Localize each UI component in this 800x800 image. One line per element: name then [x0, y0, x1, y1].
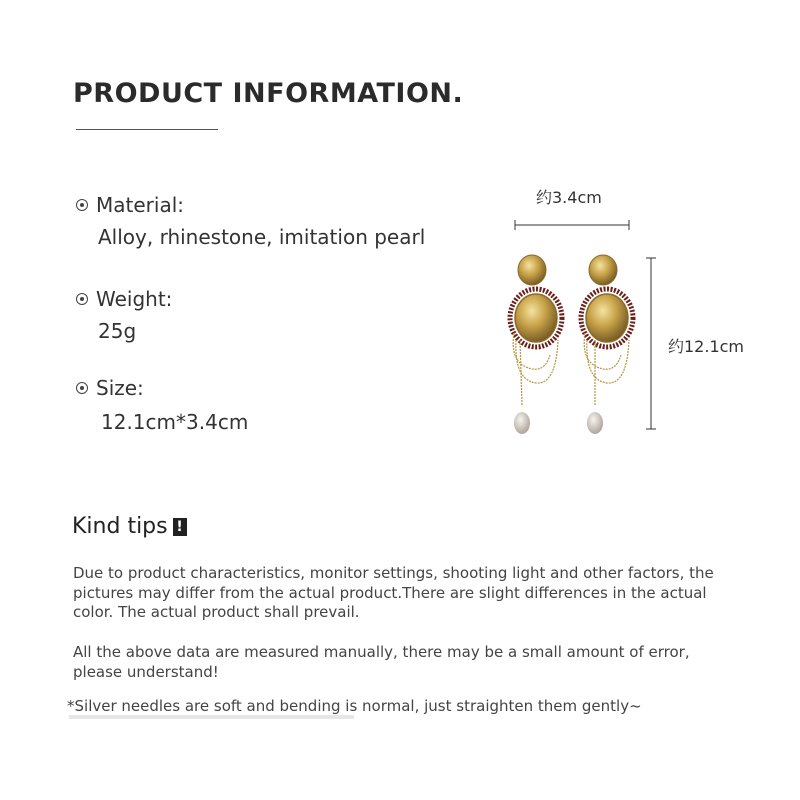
spec-size-value: 12.1cm*3.4cm: [101, 410, 249, 434]
note-highlight: [69, 715, 354, 719]
width-dimension-label: 约3.4cm: [536, 188, 602, 207]
spec-weight-value: 25g: [98, 319, 137, 343]
tips-paragraph-2: All the above data are measured manually, there may be a small amount of error, please understand!: [73, 643, 690, 681]
page-title: PRODUCT INFORMATION.: [73, 78, 464, 109]
bullet-icon: [76, 199, 88, 211]
kind-tips-label: Kind tips: [72, 514, 168, 539]
spec-material-label: Material:: [96, 193, 184, 217]
right-earring: [581, 255, 633, 434]
spec-weight-label: Weight:: [96, 287, 173, 311]
kind-tips-heading: [72, 514, 187, 539]
bullet-icon: [76, 293, 88, 305]
height-dimension-label: 约12.1cm: [668, 337, 745, 356]
left-earring: [510, 255, 562, 434]
exclamation-icon: !: [173, 518, 187, 536]
tips-paragraph-1: Due to product characteristics, monitor settings, shooting light and other factors, the pictures may differ from the actual product.There are slight differences in the actual color. The actual product shall prevail.: [73, 564, 714, 621]
bullet-icon: [76, 382, 88, 394]
spec-weight: [76, 287, 172, 343]
spec-size-label: Size:: [96, 376, 144, 400]
spec-size: [76, 376, 248, 434]
title-divider: [76, 129, 218, 130]
spec-material-value: Alloy, rhinestone, imitation pearl: [98, 225, 426, 249]
height-dimension-line: [646, 258, 656, 429]
spec-material: [76, 193, 425, 249]
earrings-product-image: [500, 215, 670, 440]
width-dimension-line: [515, 220, 629, 230]
tips-note: *Silver needles are soft and bending is normal, just straighten them gently~: [67, 697, 642, 715]
